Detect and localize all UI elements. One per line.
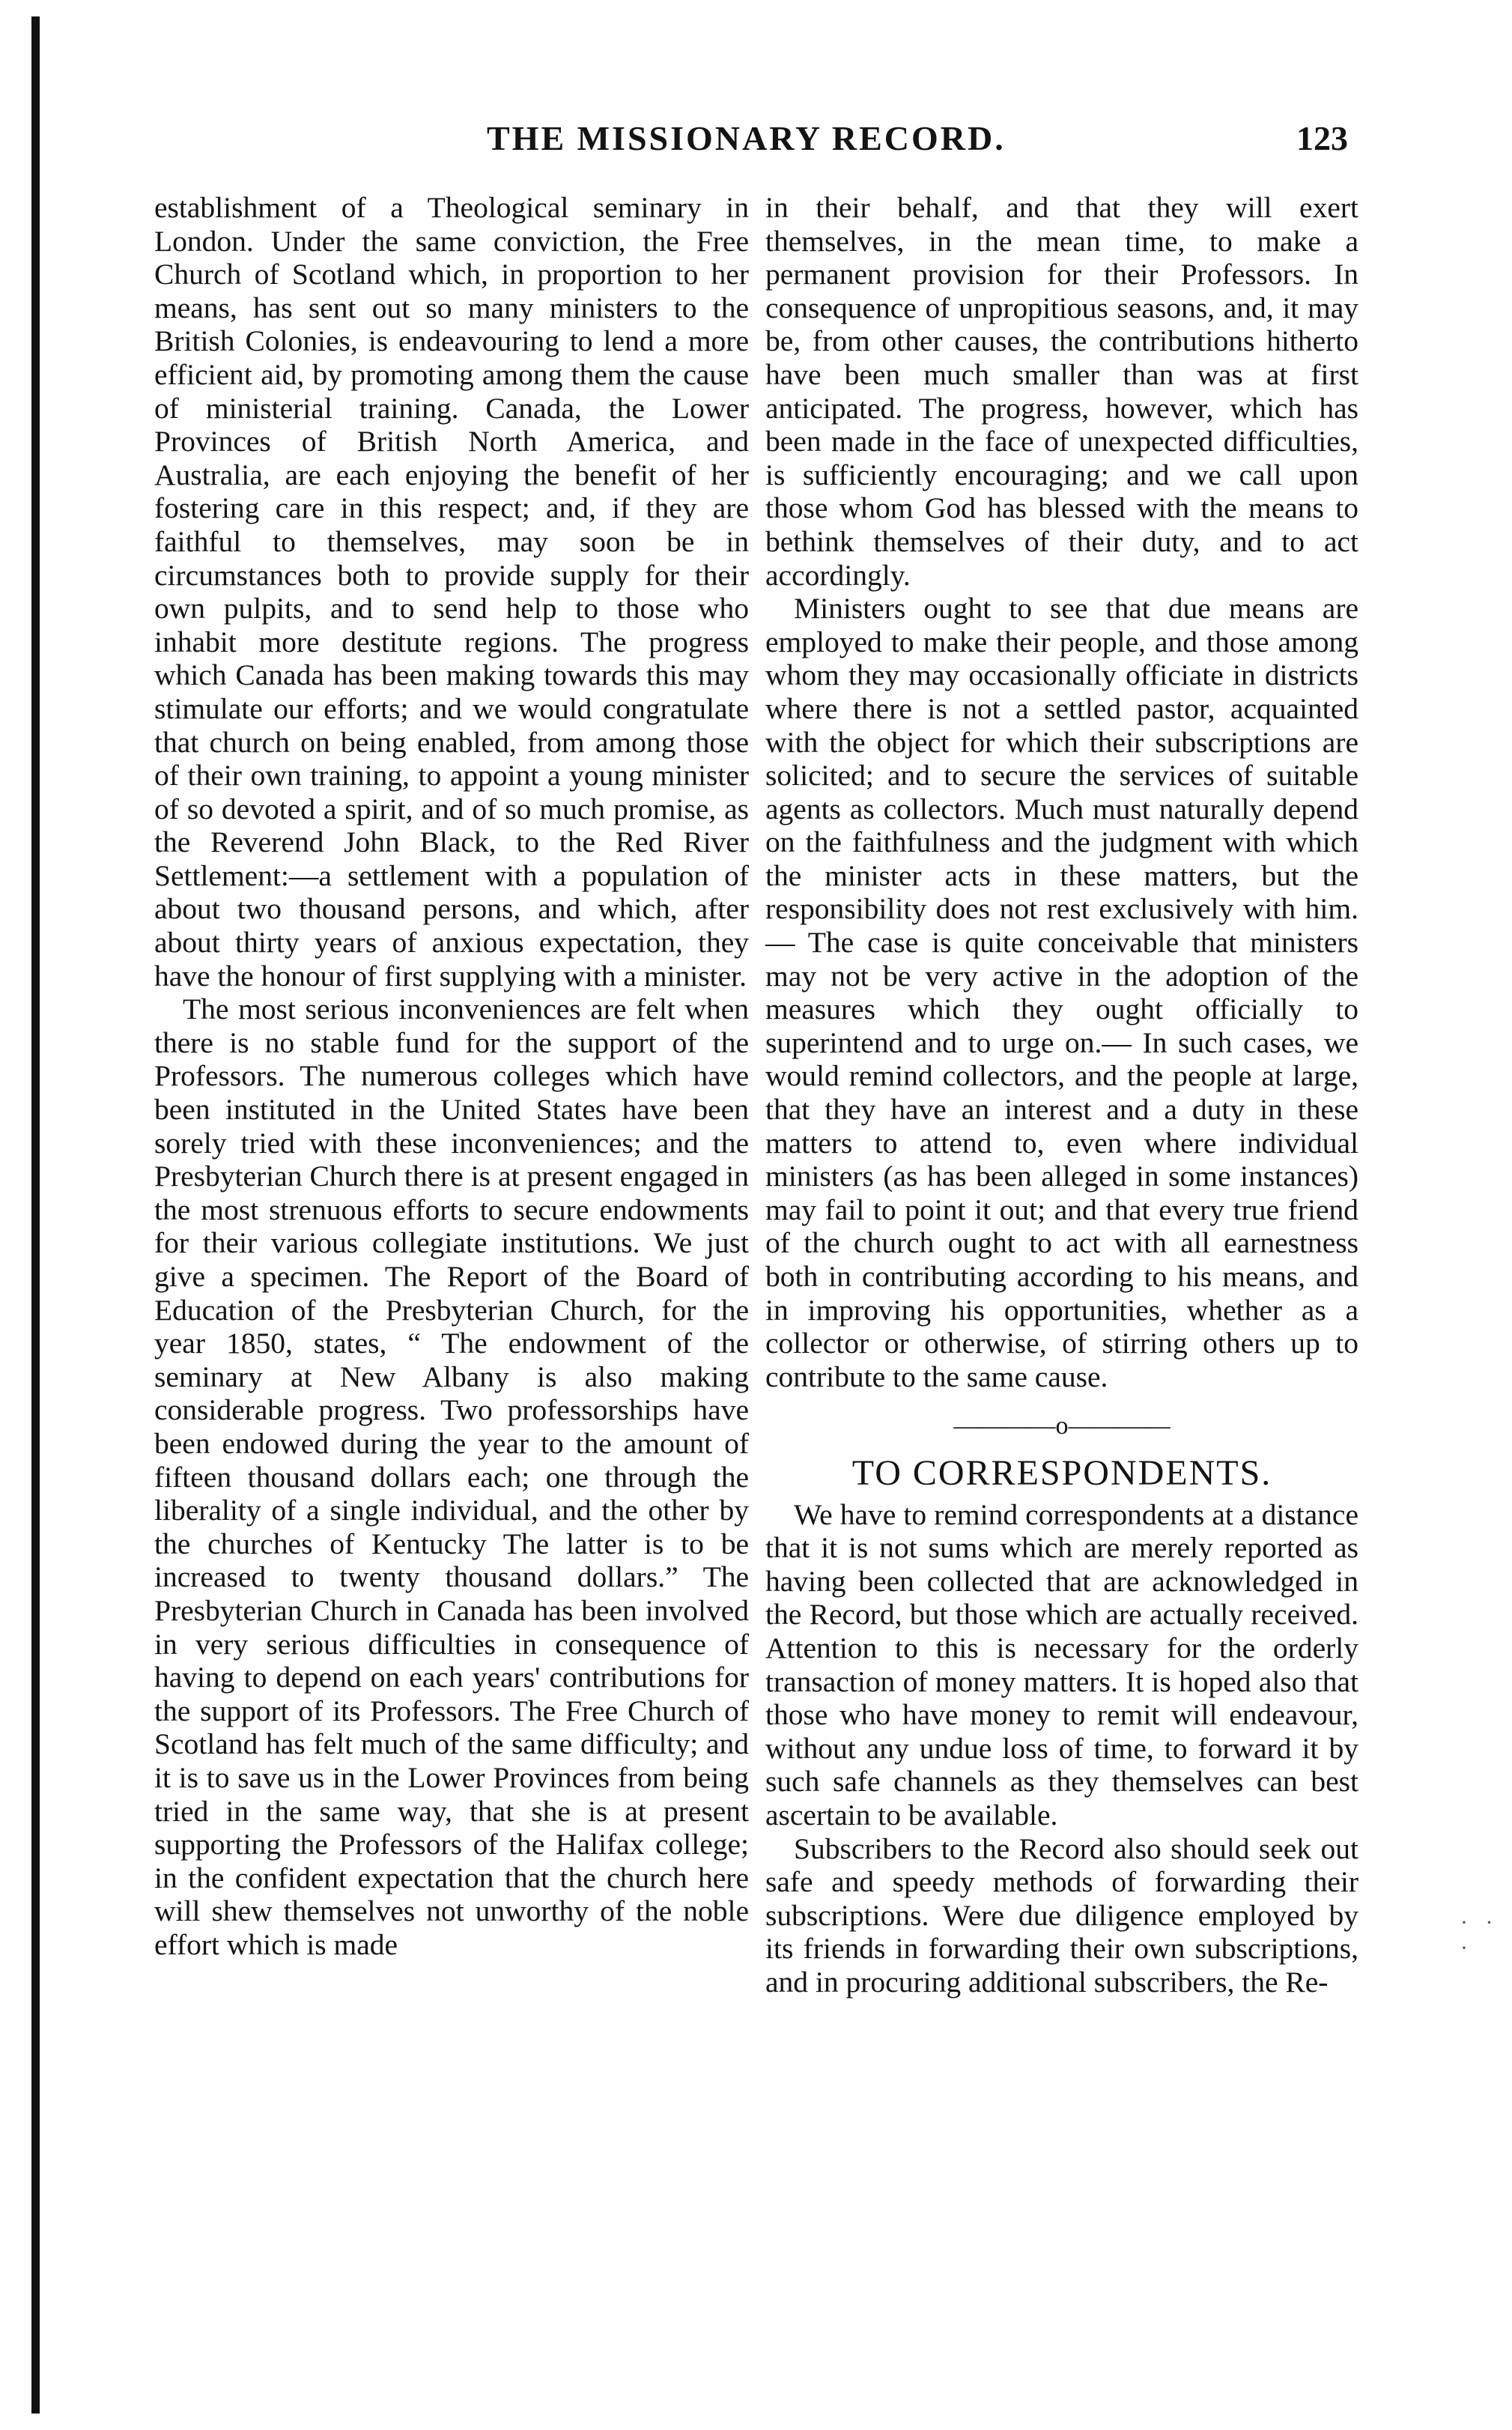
correspondents-paragraph-2: Subscribers to the Record also should seek out safe and speedy methods of forwarding their subscriptions. Were due diligence employed by its friends in forwarding their own subscriptions, and in procuring additional subscribers, the Re-: [765, 1831, 1358, 1999]
right-column: [765, 191, 1358, 1999]
left-paragraph-1: establishment of a Theological seminary in London. Under the same conviction, the Free Church of Scotland which, in proportion to her means, has sent out so many ministers to the British Colonies, is endeavouring to lend a more efficient aid, by promoting among them the cause of ministerial training. Canada, the Lower Provinces of British North America, and Australia, are each enjoying the benefit of her fostering care in this respect; and, if they are faithful to themselves, may soon be in circumstances both to provide supply for their own pulpits, and to send help to those who inhabit more destitute regions. The progress which Canada has been making towards this may stimulate our efforts; and we would congratulate that church on being enabled, from among those of their own training, to appoint a young minister of so devoted a spirit, and of so much promise, as the Reverend John Black, to the Red River Settlement:—a settlement with a population of about two thousand persons, and which, after about thirty years of anxious expectation, they have the honour of first supplying with a minister.: [154, 191, 749, 993]
section-heading: TO CORRESPONDENTS.: [851, 1452, 1272, 1493]
right-paragraph-2: Ministers ought to see that due means are employed to make their people, and those among whom they may occasionally officiate in districts where there is not a settled pastor, acquainted with the object for which their subscriptions are solicited; and to secure the services of suitable agents as collectors. Much must naturally depend on the faithfulness and the judgment with which the minister acts in these matters, but the responsibility does not rest exclusively with him.— The case is quite conceivable that ministers may not be very active in the adoption of the measures which they ought officially to superintend and to urge on.— In such cases, we would remind collectors, and the people at large, that they have an interest and a duty in these matters to attend to, even where individual ministers (as has been alleged in some instances) may fail to point it out; and that every true friend of the church ought to act with all earnestness both in contributing according to his means, and in improving his opportunities, whether as a collector or otherwise, of stirring others up to contribute to the same cause.: [765, 592, 1358, 1393]
right-paragraph-1: in their behalf, and that they will exert themselves, in the mean time, to make a permanent provision for their Professors. In consequence of unpropitious seasons, and, it may be, from other causes, the contributions hitherto have been much smaller than was at first anticipated. The progress, however, which has been made in the face of unexpected difficulties, is sufficiently encouraging; and we call upon those whom God has blessed with the means to bethink themselves of their duty, and to act accordingly.: [765, 191, 1358, 592]
margin-marks: · · ·: [1460, 1910, 1499, 1960]
scan-edge-rule: [31, 16, 40, 2414]
correspondents-paragraph-1: We have to remind correspondents at a distance that it is not sums which are merely reported as having been collected that are acknowledged in the Record, but those which are actually received. Attention to this is necessary for the orderly transaction of money matters. It is hoped also that those who have money to remit will endeavour, without any undue loss of time, to forward it by such safe channels as they themselves can best ascertain to be available.: [765, 1497, 1358, 1831]
section-divider: ————o————: [953, 1412, 1171, 1440]
left-column: [154, 191, 749, 1961]
left-paragraph-2: The most serious inconveniences are felt when there is no stable fund for the support of the Professors. The numerous colleges which have been instituted in the United States have been sorely tried with these inconveniences; and the Presbyterian Church there is at present engaged in the most strenuous efforts to secure endowments for their various collegiate institutions. We just give a specimen. The Report of the Board of Education of the Presbyterian Church, for the year 1850, states, “ The endowment of the seminary at New Albany is also making considerable progress. Two professorships have been endowed during the year to the amount of fifteen thousand dollars each; one through the liberality of a single individual, and the other by the churches of Kentucky The latter is to be increased to twenty thousand dollars.” The Presbyterian Church in Canada has been involved in very serious difficulties in consequence of having to depend on each years' contributions for the support of its Professors. The Free Church of Scotland has felt much of the same difficulty; and it is to save us in the Lower Provinces from being tried in the same way, that she is at present supporting the Professors of the Halifax college; in the confident expectation that the church here will shew themselves not unworthy of the noble effort which is made: [154, 993, 749, 1961]
journal-title: THE MISSIONARY RECORD.: [487, 119, 1006, 157]
running-header: [464, 118, 1348, 171]
page-number: 123: [1296, 119, 1348, 157]
